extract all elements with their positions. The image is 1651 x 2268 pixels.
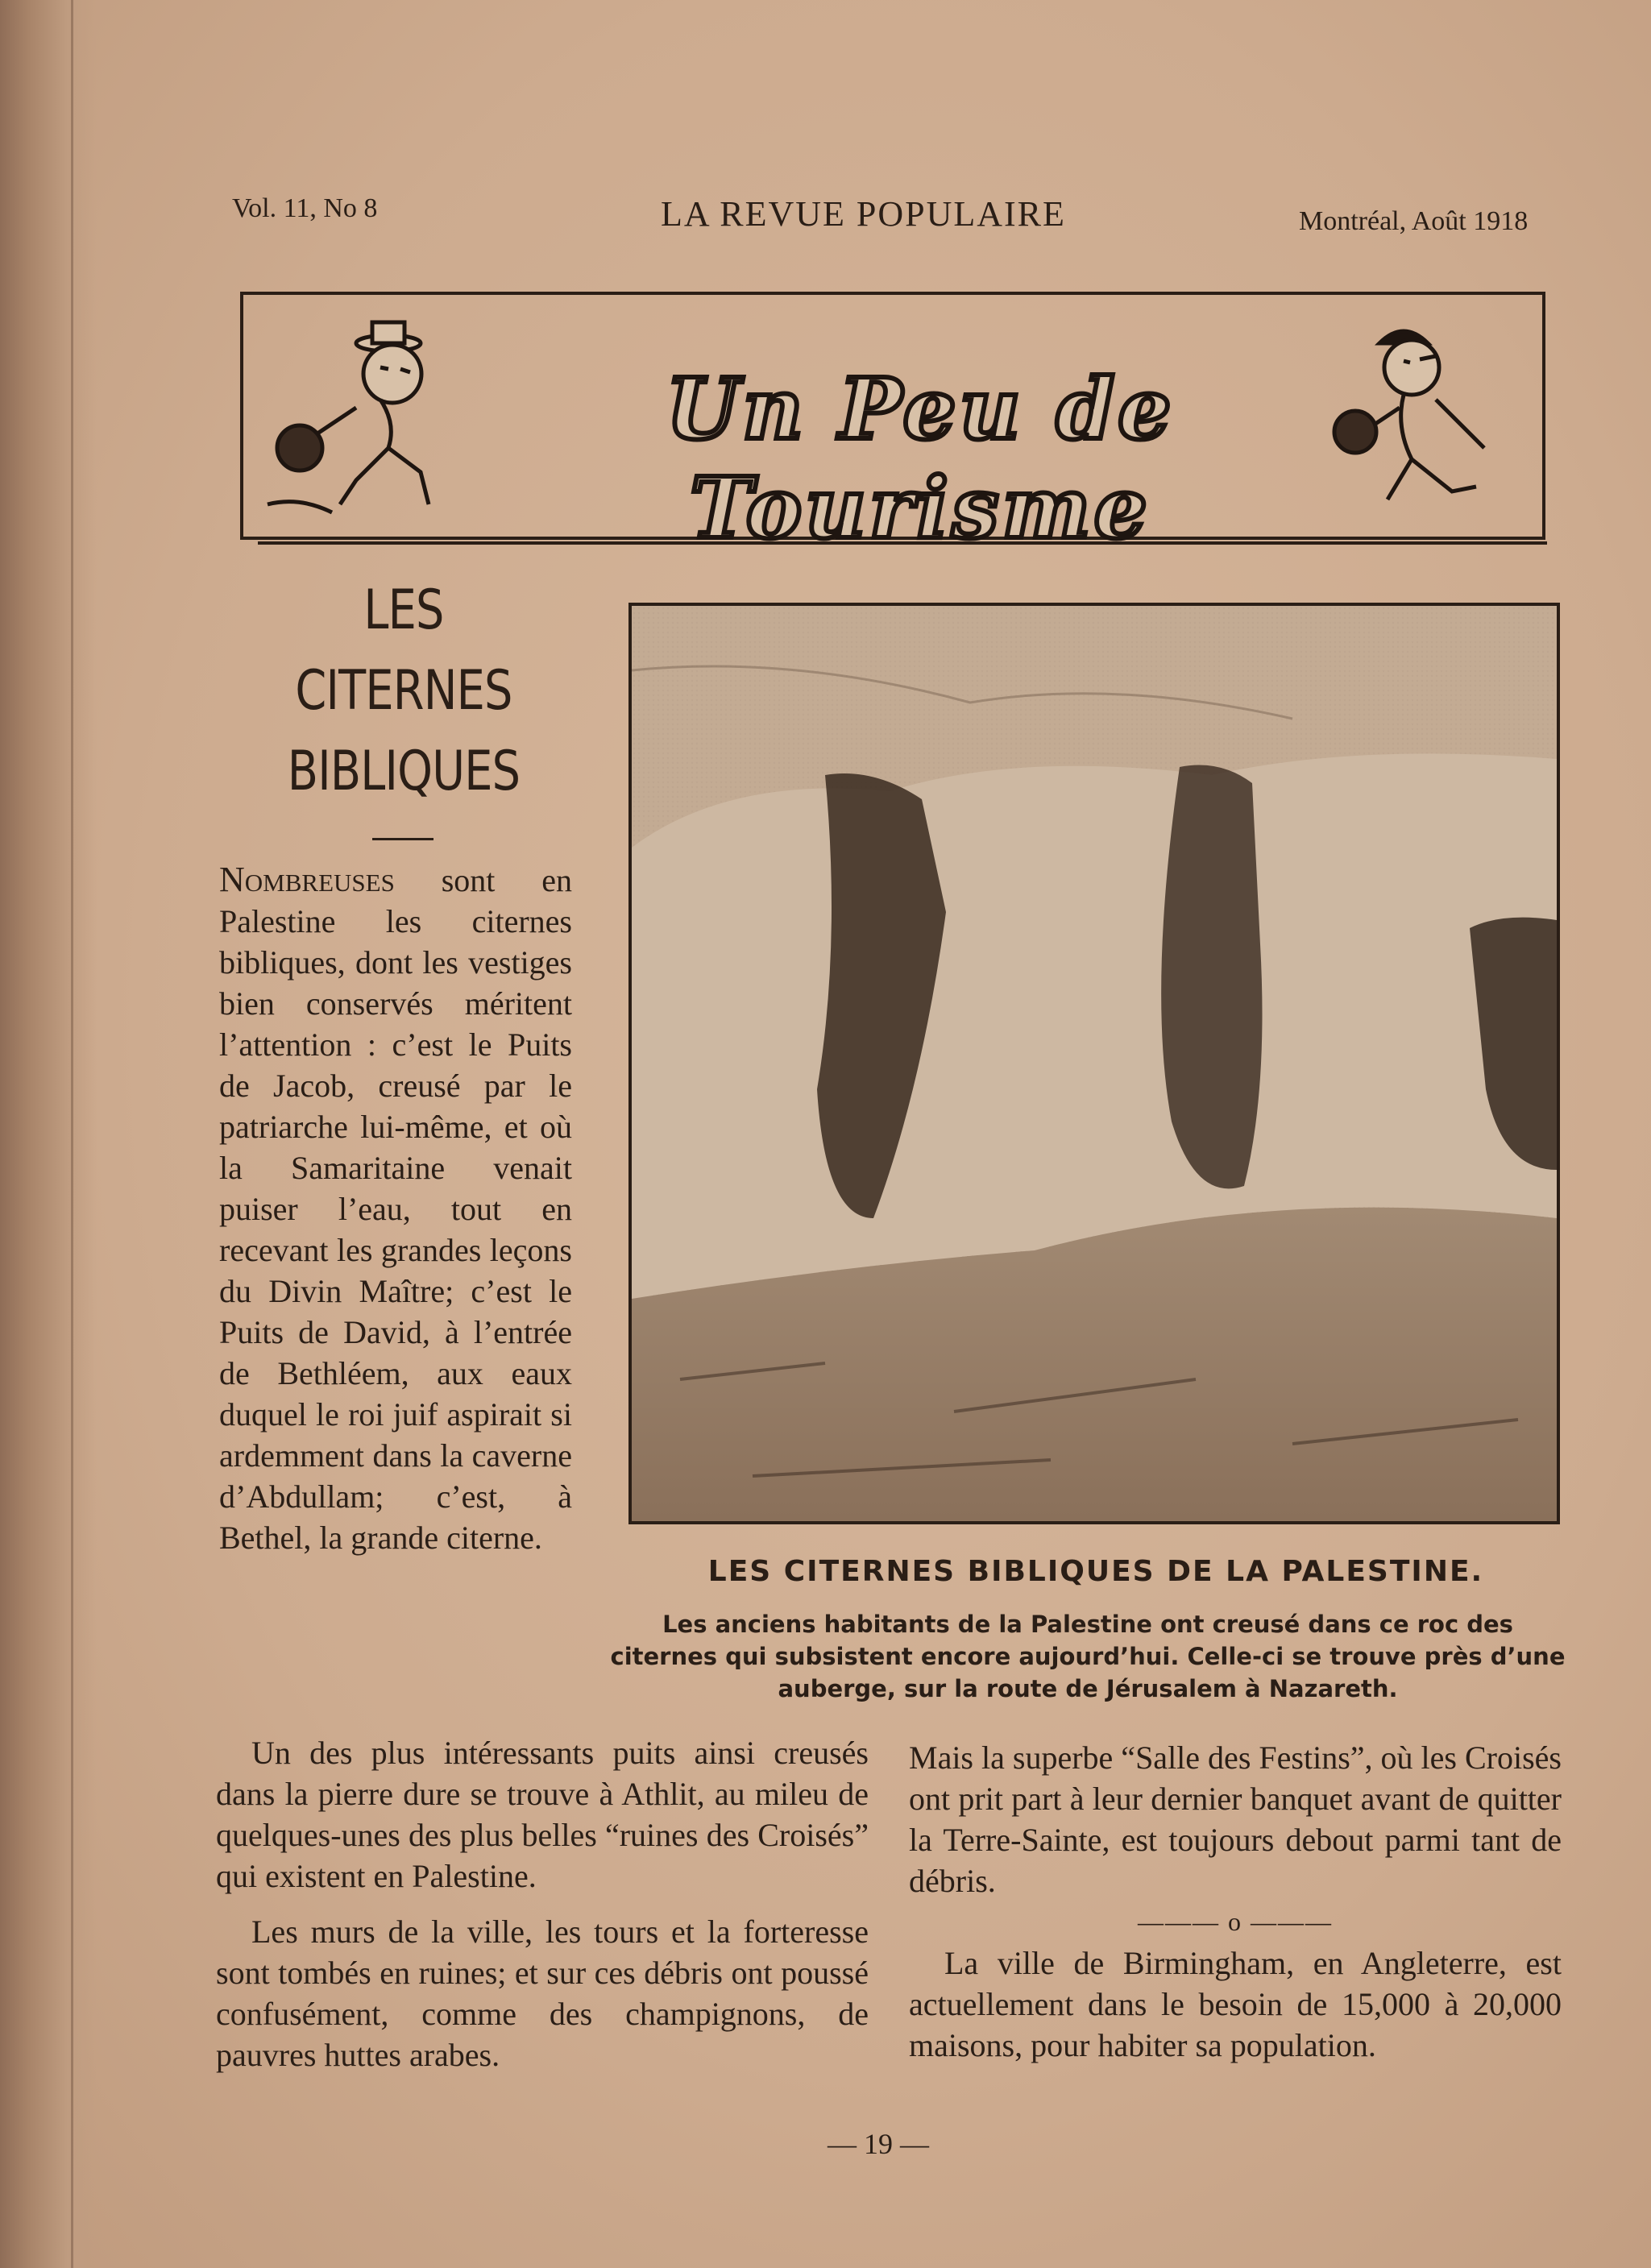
paragraph: Mais la superbe “Salle des Festins”, où les Croisés ont prit part à leur dernier banquet avant de quitter la Terre-Sainte, est toujours debout parmi tant de débris. xyxy=(909,1739,1562,1899)
page-number: — 19 — xyxy=(828,2128,929,2160)
lead-paragraph xyxy=(219,859,572,1558)
headline-line: CITERNES xyxy=(295,659,512,723)
issue-date: Montréal, Août 1918 xyxy=(1299,206,1529,236)
magazine-title: LA REVUE POPULAIRE xyxy=(661,194,1066,234)
headline-line: BIBLIQUES xyxy=(287,740,521,803)
paragraph: Un des plus intéressants puits ainsi creusés dans la pierre dure se trouve à Athlit, au mileu de quelques-unes des plus belles “ruines des Croisés” qui existent en Palestine. xyxy=(216,1735,869,1894)
paragraph: Les murs de la ville, les tours et la forteresse sont tombés en ruines; et sur ces débris ont poussé confusément, comme des champignons, de pauvres huttes arabes. xyxy=(216,1913,869,2073)
paragraph: La ville de Birmingham, en Angleterre, est actuellement dans le besoin de 15,000 à 20,000 maisons, pour habiter sa population. xyxy=(909,1945,1562,2063)
article-column-left xyxy=(219,859,572,1558)
article-headline xyxy=(283,570,525,812)
section-banner xyxy=(240,292,1545,558)
headline-line: LES xyxy=(363,578,444,642)
banner-title: Un Peu de Tourisme xyxy=(666,359,1175,558)
right-tourist-illustration xyxy=(1323,311,1524,529)
lead-small-caps: Nombreuses xyxy=(219,860,395,899)
headline-rule xyxy=(372,838,433,840)
article-column-bottom-left xyxy=(216,1732,869,2075)
photo-caption-text: Les anciens habitants de la Palestine ont creusé dans ce roc des citernes qui subsistent encore aujourd’hui. Celle-ci se trouve près d’une auberge, sur la route de Jérusalem à Nazareth. xyxy=(610,1611,1566,1702)
cistern-photo xyxy=(628,603,1560,1524)
lead-paragraph-text: sont en Palestine les citernes bibliques, dont les vestiges bien conservés méritent l’attention : c’est le Puits de Jacob, creusé par le patriarche lui-même, et où la Samaritaine venait puiser l’eau, tout en recevant les grandes leçons du Divin Maître; c’est le Puits de David, à l’entrée de Bethléem, aux eaux duquel le roi juif aspirait si ardemment dans la caverne d’Abdullam; c’est, à Bethel, la grande citerne. xyxy=(219,862,572,1556)
section-separator: ——— o ——— xyxy=(1138,1907,1333,1936)
banner-underline xyxy=(258,532,1547,545)
article-column-bottom-right xyxy=(909,1737,1562,2066)
photo-caption-title: LES CITERNES BIBLIQUES DE LA PALESTINE. xyxy=(707,1555,1484,1588)
volume-number: Vol. 11, No 8 xyxy=(232,193,378,223)
binding-gutter xyxy=(0,0,97,2268)
left-tourist-illustration xyxy=(259,311,469,529)
binding-edge xyxy=(71,0,73,2268)
